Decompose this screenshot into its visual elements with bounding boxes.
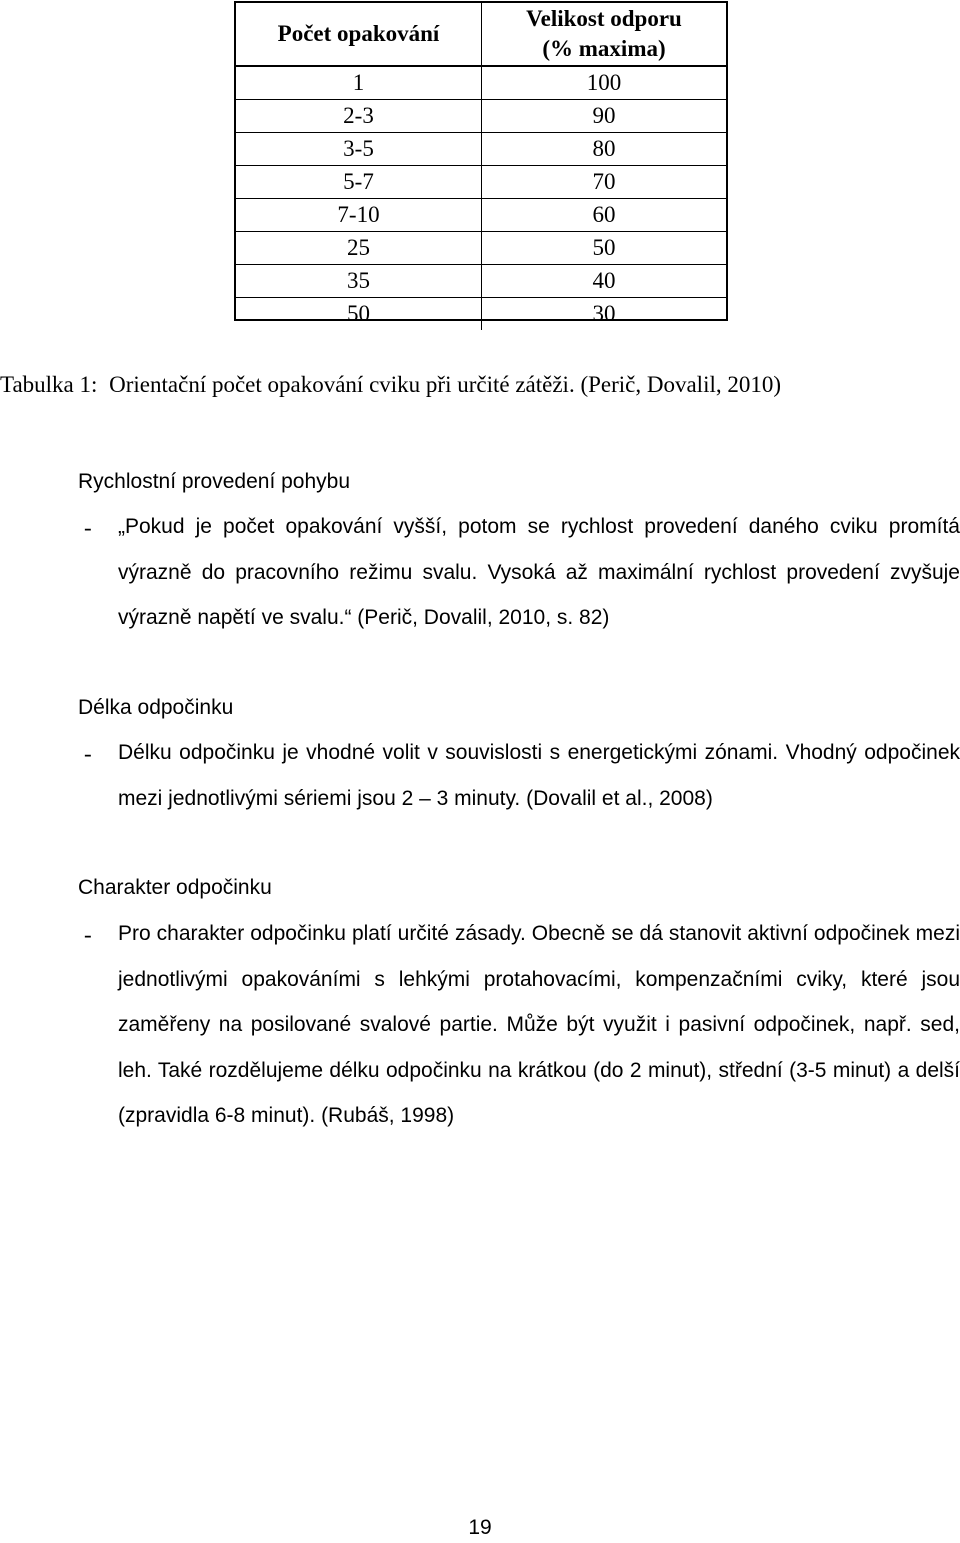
cell-reps: 7-10: [236, 199, 482, 232]
cell-resistance: 90: [482, 100, 727, 133]
table-row: [236, 199, 726, 232]
table-row: [236, 232, 726, 265]
bullet-dash: -: [84, 922, 92, 947]
table-row: [236, 298, 726, 331]
cell-resistance: 80: [482, 133, 727, 166]
caption-text: Orientační počet opakování cviku při určité zátěži. (Perič, Dovalil, 2010): [109, 372, 782, 397]
repetitions-table: [234, 1, 728, 326]
repetitions-data-table: [236, 3, 726, 330]
cell-resistance: 50: [482, 232, 727, 265]
cell-resistance: 100: [482, 66, 727, 100]
cell-reps: 2-3: [236, 100, 482, 133]
cell-reps: 50: [236, 298, 482, 331]
cell-resistance: 70: [482, 166, 727, 199]
cell-resistance: 40: [482, 265, 727, 298]
table-row: [236, 100, 726, 133]
section-text-rest-character: Pro charakter odpočinku platí určité zásady. Obecně se dá stanovit aktivní odpočinek mezi jednotlivými opakováními s lehkými protahovacími, kompenzačními cviky, které jsou zaměřeny na posilované svalové partie. Může být využit i pasivní odpočinek, např. sed, leh. Také rozdělujeme délku odpočinku na krátkou (do 2 minut), střední (3-5 minut) a delší (zpravidla 6-8 minut). (Rubáš, 1998): [118, 922, 960, 1127]
cell-reps: 1: [236, 66, 482, 100]
table-row: [236, 66, 726, 100]
section-text-speed: „Pokud je počet opakování vyšší, potom se rychlost provedení daného cviku promítá výrazně do pracovního režimu svalu. Vysoká až maximální rychlost provedení zvyšuje výrazně napětí ve svalu.“ (Perič, Dovalil, 2010, s. 82): [118, 515, 960, 629]
table-header-row: [236, 3, 726, 66]
header-resistance-line1: Velikost odporu: [526, 6, 682, 31]
table-row: [236, 133, 726, 166]
cell-reps: 3-5: [236, 133, 482, 166]
cell-reps: 35: [236, 265, 482, 298]
cell-reps: 25: [236, 232, 482, 265]
section-heading-rest-character: Charakter odpočinku: [78, 876, 272, 899]
header-resistance: [482, 3, 727, 66]
header-reps: Počet opakování: [236, 3, 482, 66]
table-row: [236, 166, 726, 199]
page-number: 19: [468, 1516, 492, 1539]
bullet-dash: -: [84, 515, 92, 540]
bullet-dash: -: [84, 741, 92, 766]
caption-label: Tabulka 1:: [0, 372, 98, 397]
table-row: [236, 265, 726, 298]
section-heading-rest-length: Délka odpočinku: [78, 696, 234, 719]
section-heading-speed: Rychlostní provedení pohybu: [78, 470, 351, 493]
header-resistance-line2: (% maxima): [542, 36, 666, 61]
table-caption: [0, 372, 781, 398]
cell-resistance: 60: [482, 199, 727, 232]
section-text-rest-length: Délku odpočinku je vhodné volit v souvislosti s energetickými zónami. Vhodný odpočinek mezi jednotlivými sériemi jsou 2 – 3 minuty. (Dovalil et al., 2008): [118, 741, 960, 810]
cell-reps: 5-7: [236, 166, 482, 199]
cell-resistance: 30: [592, 301, 616, 326]
